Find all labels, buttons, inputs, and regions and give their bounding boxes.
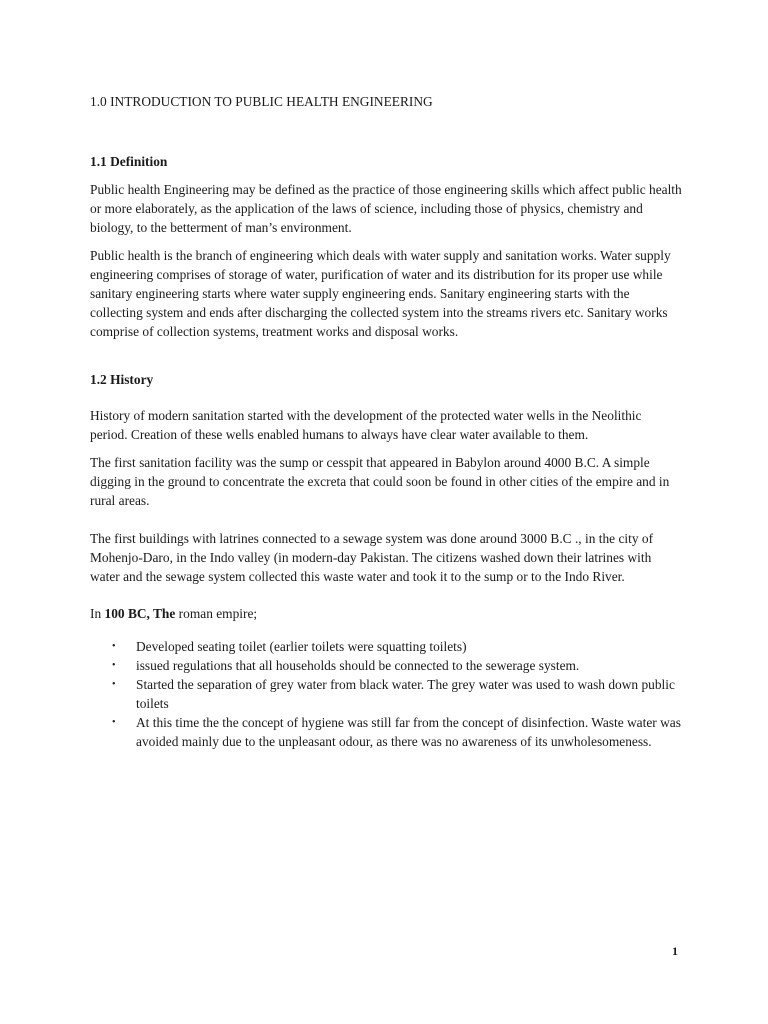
paragraph-gap <box>90 519 682 529</box>
list-item <box>90 637 682 656</box>
list-item-text: Started the separation of grey water from black water. The grey water was used to wash down public toilets <box>136 677 675 711</box>
list-item-text: issued regulations that all households should be connected to the sewerage system. <box>136 658 580 673</box>
roman-intro-suffix: roman empire; <box>175 606 258 621</box>
history-paragraph-2: The first sanitation facility was the sump or cesspit that appeared in Babylon around 4000 B.C. A simple digging in the ground to concentrate the excreta that could soon be found in other cities of the empire and in rural areas. <box>90 455 670 508</box>
list-item <box>90 656 682 675</box>
list-item-text: At this time the the concept of hygiene was still far from the concept of disinfection. Waste water was avoided mainly due to the unpleasant odour, as there was no awareness of its unwholesomeness. <box>136 715 681 749</box>
list-item <box>90 713 682 751</box>
roman-intro-prefix: In <box>90 606 105 621</box>
history-paragraph-3: The first buildings with latrines connected to a sewage system was done around 3000 B.C ., in the city of Mohenjo-Daro, in the Indo valley (in modern-day Pakistan. The citizens washed down their latrines with water and the sewage system collected this waste water and took it to the sump or to the Indo River. <box>90 531 654 584</box>
definition-paragraph-1: Public health Engineering may be defined as the practice of those engineering skills which affect public health or more elaborately, as the application of the laws of science, including those of physics, chemistry and biology, to the betterment of man’s environment. <box>90 182 682 235</box>
document-title: 1.0 INTRODUCTION TO PUBLIC HEALTH ENGINEERING <box>90 94 433 109</box>
roman-empire-intro <box>90 604 682 623</box>
paragraph-gap <box>90 595 682 604</box>
list-item-text: Developed seating toilet (earlier toilets were squatting toilets) <box>136 639 467 654</box>
roman-intro-bold: 100 BC, The <box>104 606 176 621</box>
document-page <box>90 92 682 751</box>
bullet-icon: • <box>112 641 116 652</box>
page-number: 1 <box>672 944 678 958</box>
section-gap <box>90 350 682 370</box>
list-item <box>90 675 682 713</box>
bullet-icon: • <box>112 679 116 690</box>
history-heading: 1.2 History <box>90 372 154 387</box>
bullet-icon: • <box>112 660 116 671</box>
definition-paragraph-2: Public health is the branch of engineering which deals with water supply and sanitation works. Water supply engineering comprises of storage of water, purification of water and its distribution for its proper use while sanitary engineering starts where water supply engineering ends. Sanitary engineering starts with the collecting system and ends after discharging the collected system into the streams rivers etc. Sanitary works comprise of collection systems, treatment works and disposal works. <box>90 248 671 339</box>
history-paragraph-1: History of modern sanitation started with the development of the protected water wells in the Neolithic period. Creation of these wells enabled humans to always have clear water available to them. <box>90 408 642 442</box>
bullet-icon: • <box>112 717 116 728</box>
roman-empire-bullet-list <box>90 637 682 751</box>
definition-heading: 1.1 Definition <box>90 154 168 169</box>
